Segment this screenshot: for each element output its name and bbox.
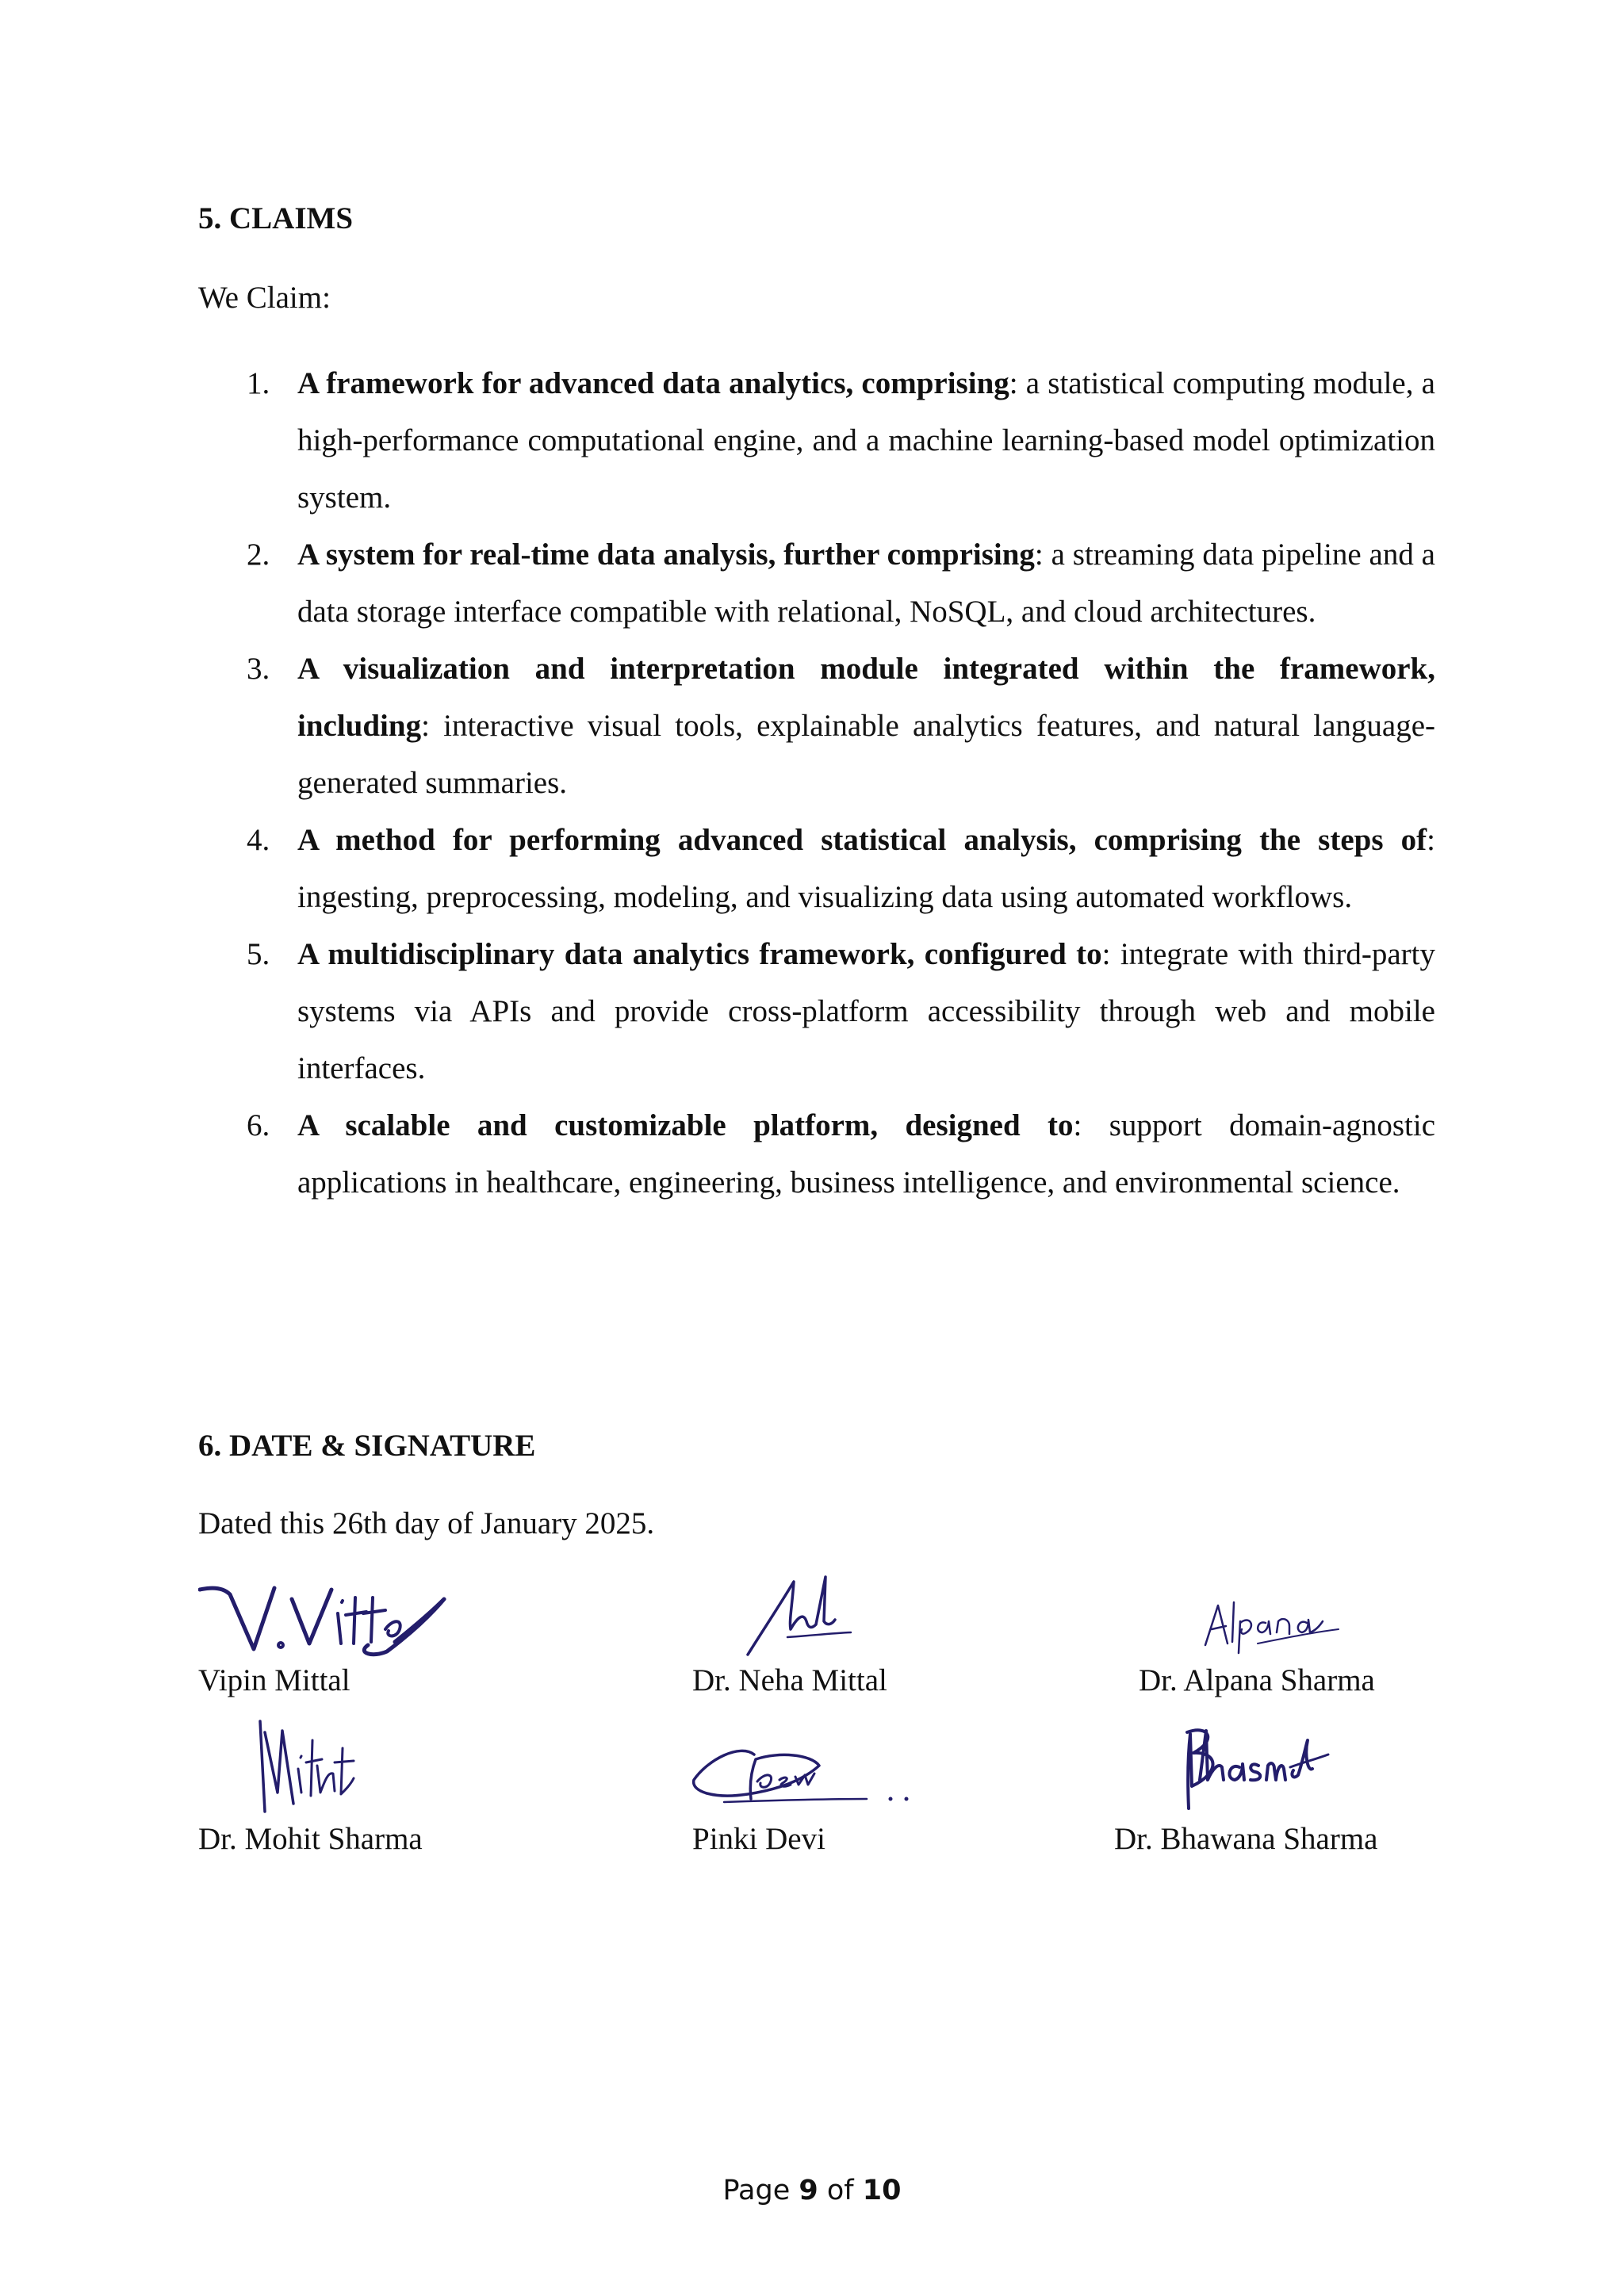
signatory-name: Pinki Devi	[692, 1822, 825, 1856]
page-footer	[0, 2177, 1624, 2205]
signature-block-bhawana-sharma	[1114, 1716, 1447, 1875]
claims-list	[198, 355, 1435, 1211]
page-separator: of	[826, 2175, 854, 2206]
signature-block-pinki-devi	[692, 1716, 1025, 1875]
claim-lead: A multidisciplinary data analytics framework, configured to	[297, 937, 1102, 971]
claim-number: 2.	[247, 538, 270, 572]
current-page-number: 9	[799, 2175, 818, 2206]
claim-text: : integrate with third-party systems via APIs and provide cross-platform accessibility through web and mobile interfaces.	[297, 937, 1436, 1085]
signature-block-mohit-sharma	[198, 1716, 531, 1875]
claim-item	[198, 641, 1435, 812]
signature-vipin-mittal	[198, 1574, 452, 1661]
signature-block-vipin-mittal	[198, 1574, 531, 1732]
signature-neha-mittal	[692, 1574, 898, 1669]
signatory-name: Dr. Mohit Sharma	[198, 1822, 423, 1856]
claim-lead: A framework for advanced data analytics, comprising	[297, 366, 1009, 400]
page-label: Page	[722, 2175, 791, 2206]
signature-pinki-devi	[692, 1716, 930, 1820]
claim-number: 1.	[247, 366, 270, 400]
claim-lead: A scalable and customizable platform, designed to	[297, 1108, 1074, 1142]
claim-number: 5.	[247, 937, 270, 971]
signature-block-alpana-sharma	[1139, 1574, 1472, 1732]
claim-text: : a statistical computing module, a high-performance computational engine, and a machine learning-based model optimization system.	[297, 366, 1435, 515]
claim-text: : support domain-agnostic applications in healthcare, engineering, business intelligence, and environmental science.	[297, 1108, 1436, 1200]
signature-mohit-sharma	[198, 1716, 404, 1820]
claims-heading: 5. CLAIMS	[198, 201, 354, 235]
claim-text: : a streaming data pipeline and a data storage interface compatible with relational, NoSQL, and cloud architectures.	[297, 538, 1435, 629]
claim-item	[198, 355, 1435, 526]
claims-intro: We Claim:	[198, 281, 331, 315]
claim-number: 6.	[247, 1108, 270, 1142]
claim-item	[198, 526, 1435, 641]
claim-text: : ingesting, preprocessing, modeling, and visualizing data using automated workflows.	[297, 823, 1435, 914]
signature-alpana-sharma	[1139, 1574, 1377, 1661]
total-page-count: 10	[862, 2175, 902, 2206]
claim-number: 3.	[247, 652, 270, 686]
signature-bhawana-sharma	[1114, 1716, 1368, 1820]
claim-lead: A method for performing advanced statistical analysis, comprising the steps of	[297, 823, 1427, 857]
claim-item	[198, 926, 1435, 1097]
claim-text: : interactive visual tools, explainable analytics features, and natural language-generated summaries.	[297, 709, 1435, 800]
signatory-name: Dr. Neha Mittal	[692, 1663, 887, 1697]
signatory-name: Dr. Bhawana Sharma	[1114, 1822, 1378, 1856]
signatory-name: Vipin Mittal	[198, 1663, 350, 1697]
claim-lead: A system for real-time data analysis, further comprising	[297, 538, 1035, 572]
claim-item	[198, 812, 1435, 926]
claim-number: 4.	[247, 823, 270, 857]
signatory-name: Dr. Alpana Sharma	[1139, 1663, 1375, 1697]
signature-block-neha-mittal	[692, 1574, 1025, 1732]
date-signature-heading: 6. DATE & SIGNATURE	[198, 1429, 536, 1463]
dated-line: Dated this 26th day of January 2025.	[198, 1506, 655, 1540]
claim-lead: A visualization and interpretation module integrated within the framework, including	[297, 652, 1435, 743]
claim-item	[198, 1097, 1435, 1211]
